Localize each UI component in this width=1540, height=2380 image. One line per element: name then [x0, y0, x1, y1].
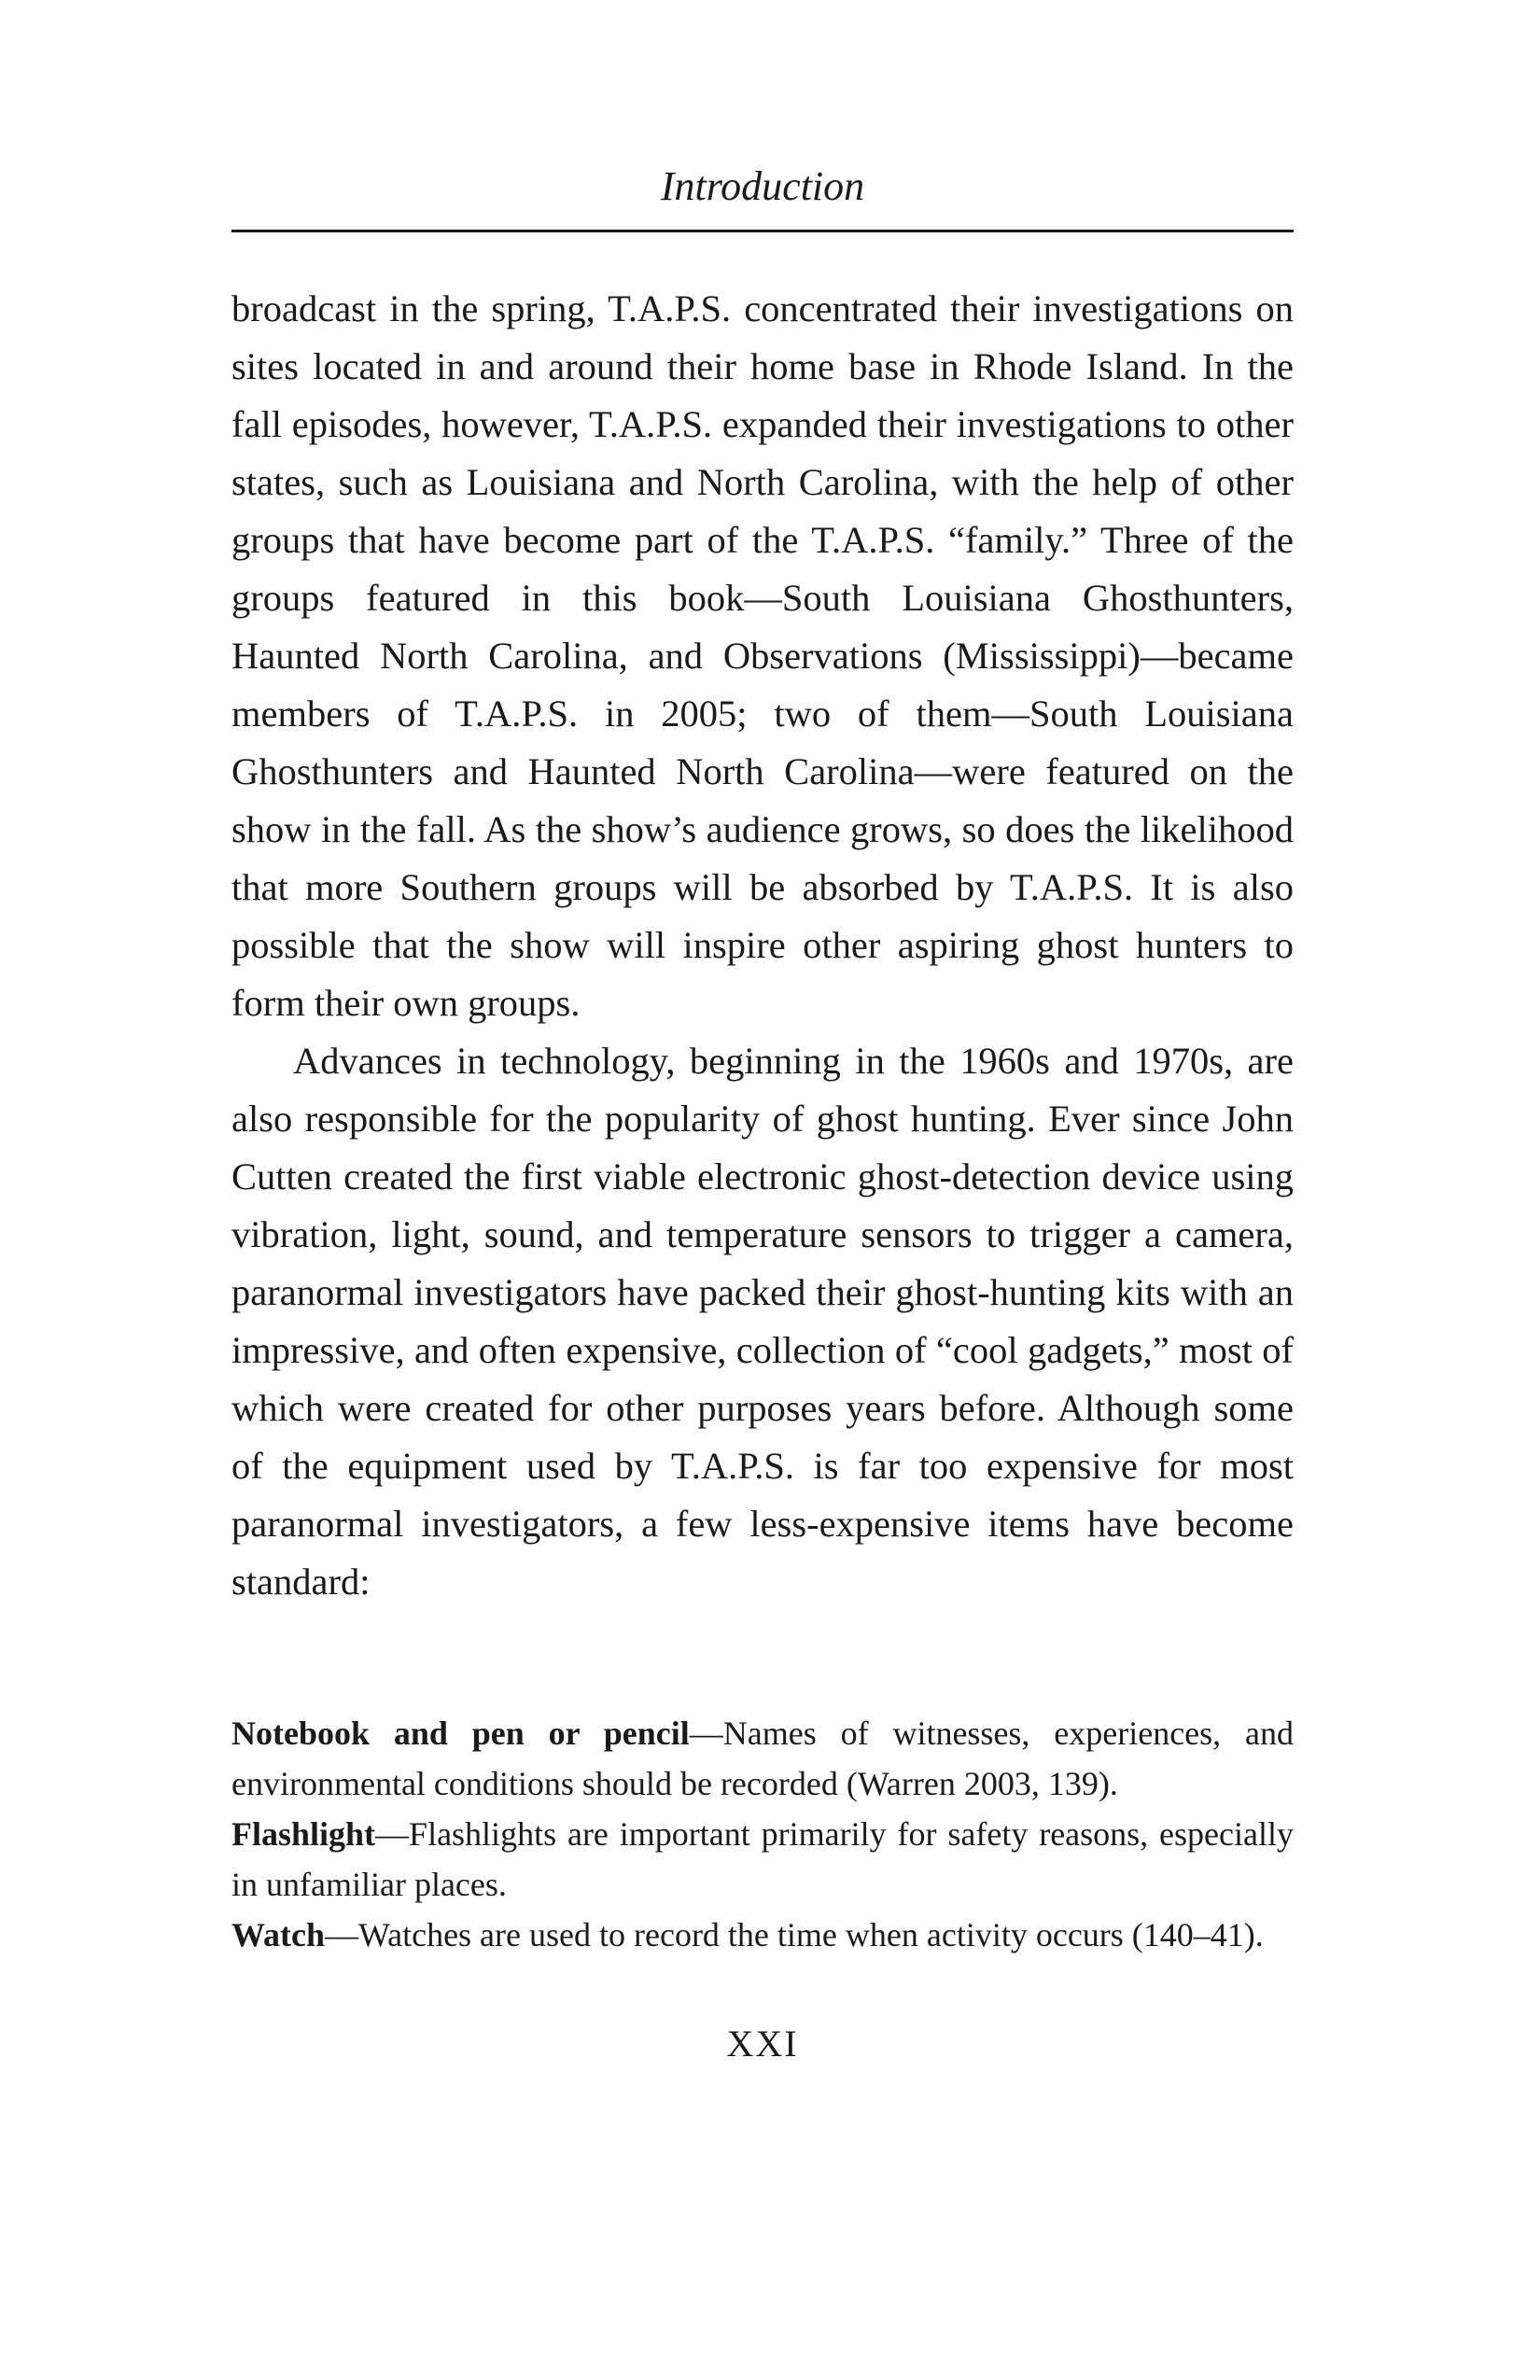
equipment-term: Notebook and pen or pencil — [231, 1715, 690, 1752]
header-rule — [231, 230, 1294, 232]
equipment-description: —Names of witnesses, experiences, and environmental conditions should be recorded (Warren 2003, 139). — [231, 1715, 1294, 1802]
page-number: XXI — [726, 2023, 799, 2065]
equipment-item-watch — [231, 1910, 1294, 1960]
equipment-description: —Flashlights are important primarily for safety reasons, especially in unfamiliar places. — [231, 1815, 1294, 1903]
equipment-description: —Watches are used to record the time when activity occurs (140–41). — [325, 1916, 1264, 1953]
equipment-term: Watch — [231, 1916, 326, 1953]
paragraph-continued: broadcast in the spring, T.A.P.S. concentrated their investigations on sites located in and around their home base in Rhode Island. In the fall episodes, however, T.A.P.S. expanded their investigations to other states, such as Louisiana and North Carolina, with the help of other groups that have become part of the T.A.P.S. “family.” Three of the groups featured in this book—South Louisiana Ghosthunters, Haunted North Carolina, and Observations (Mississippi)—became members of T.A.P.S. in 2005; two of them—South Louisiana Ghosthunters and Haunted North Carolina—were featured on the show in the fall. As the show’s audience grows, so does the likelihood that more Southern groups will be absorbed by T.A.P.S. It is also possible that the show will inspire other aspiring ghost hunters to form their own groups. — [231, 287, 1294, 1024]
body-text — [231, 280, 1294, 1611]
equipment-item-flashlight — [231, 1809, 1294, 1910]
equipment-term: Flashlight — [231, 1815, 376, 1853]
equipment-item-notebook — [231, 1708, 1294, 1809]
paragraph-technology: Advances in technology, beginning in the 1960s and 1970s, are also responsible for the popularity of ghost hunting. Ever since John Cutten created the first viable electronic ghost-detection device using vibration, light, sound, and temperature sensors to trigger a camera, paranormal investigators have packed their ghost-hunting kits with an impressive, and often expensive, collection of “cool gadgets,” most of which were created for other purposes years before. Although some of the equipment used by T.A.P.S. is far too expensive for most paranormal investigators, a few less-expensive items have become standard: — [231, 1040, 1294, 1603]
running-head: Introduction — [660, 163, 865, 209]
equipment-list — [231, 1708, 1294, 1960]
